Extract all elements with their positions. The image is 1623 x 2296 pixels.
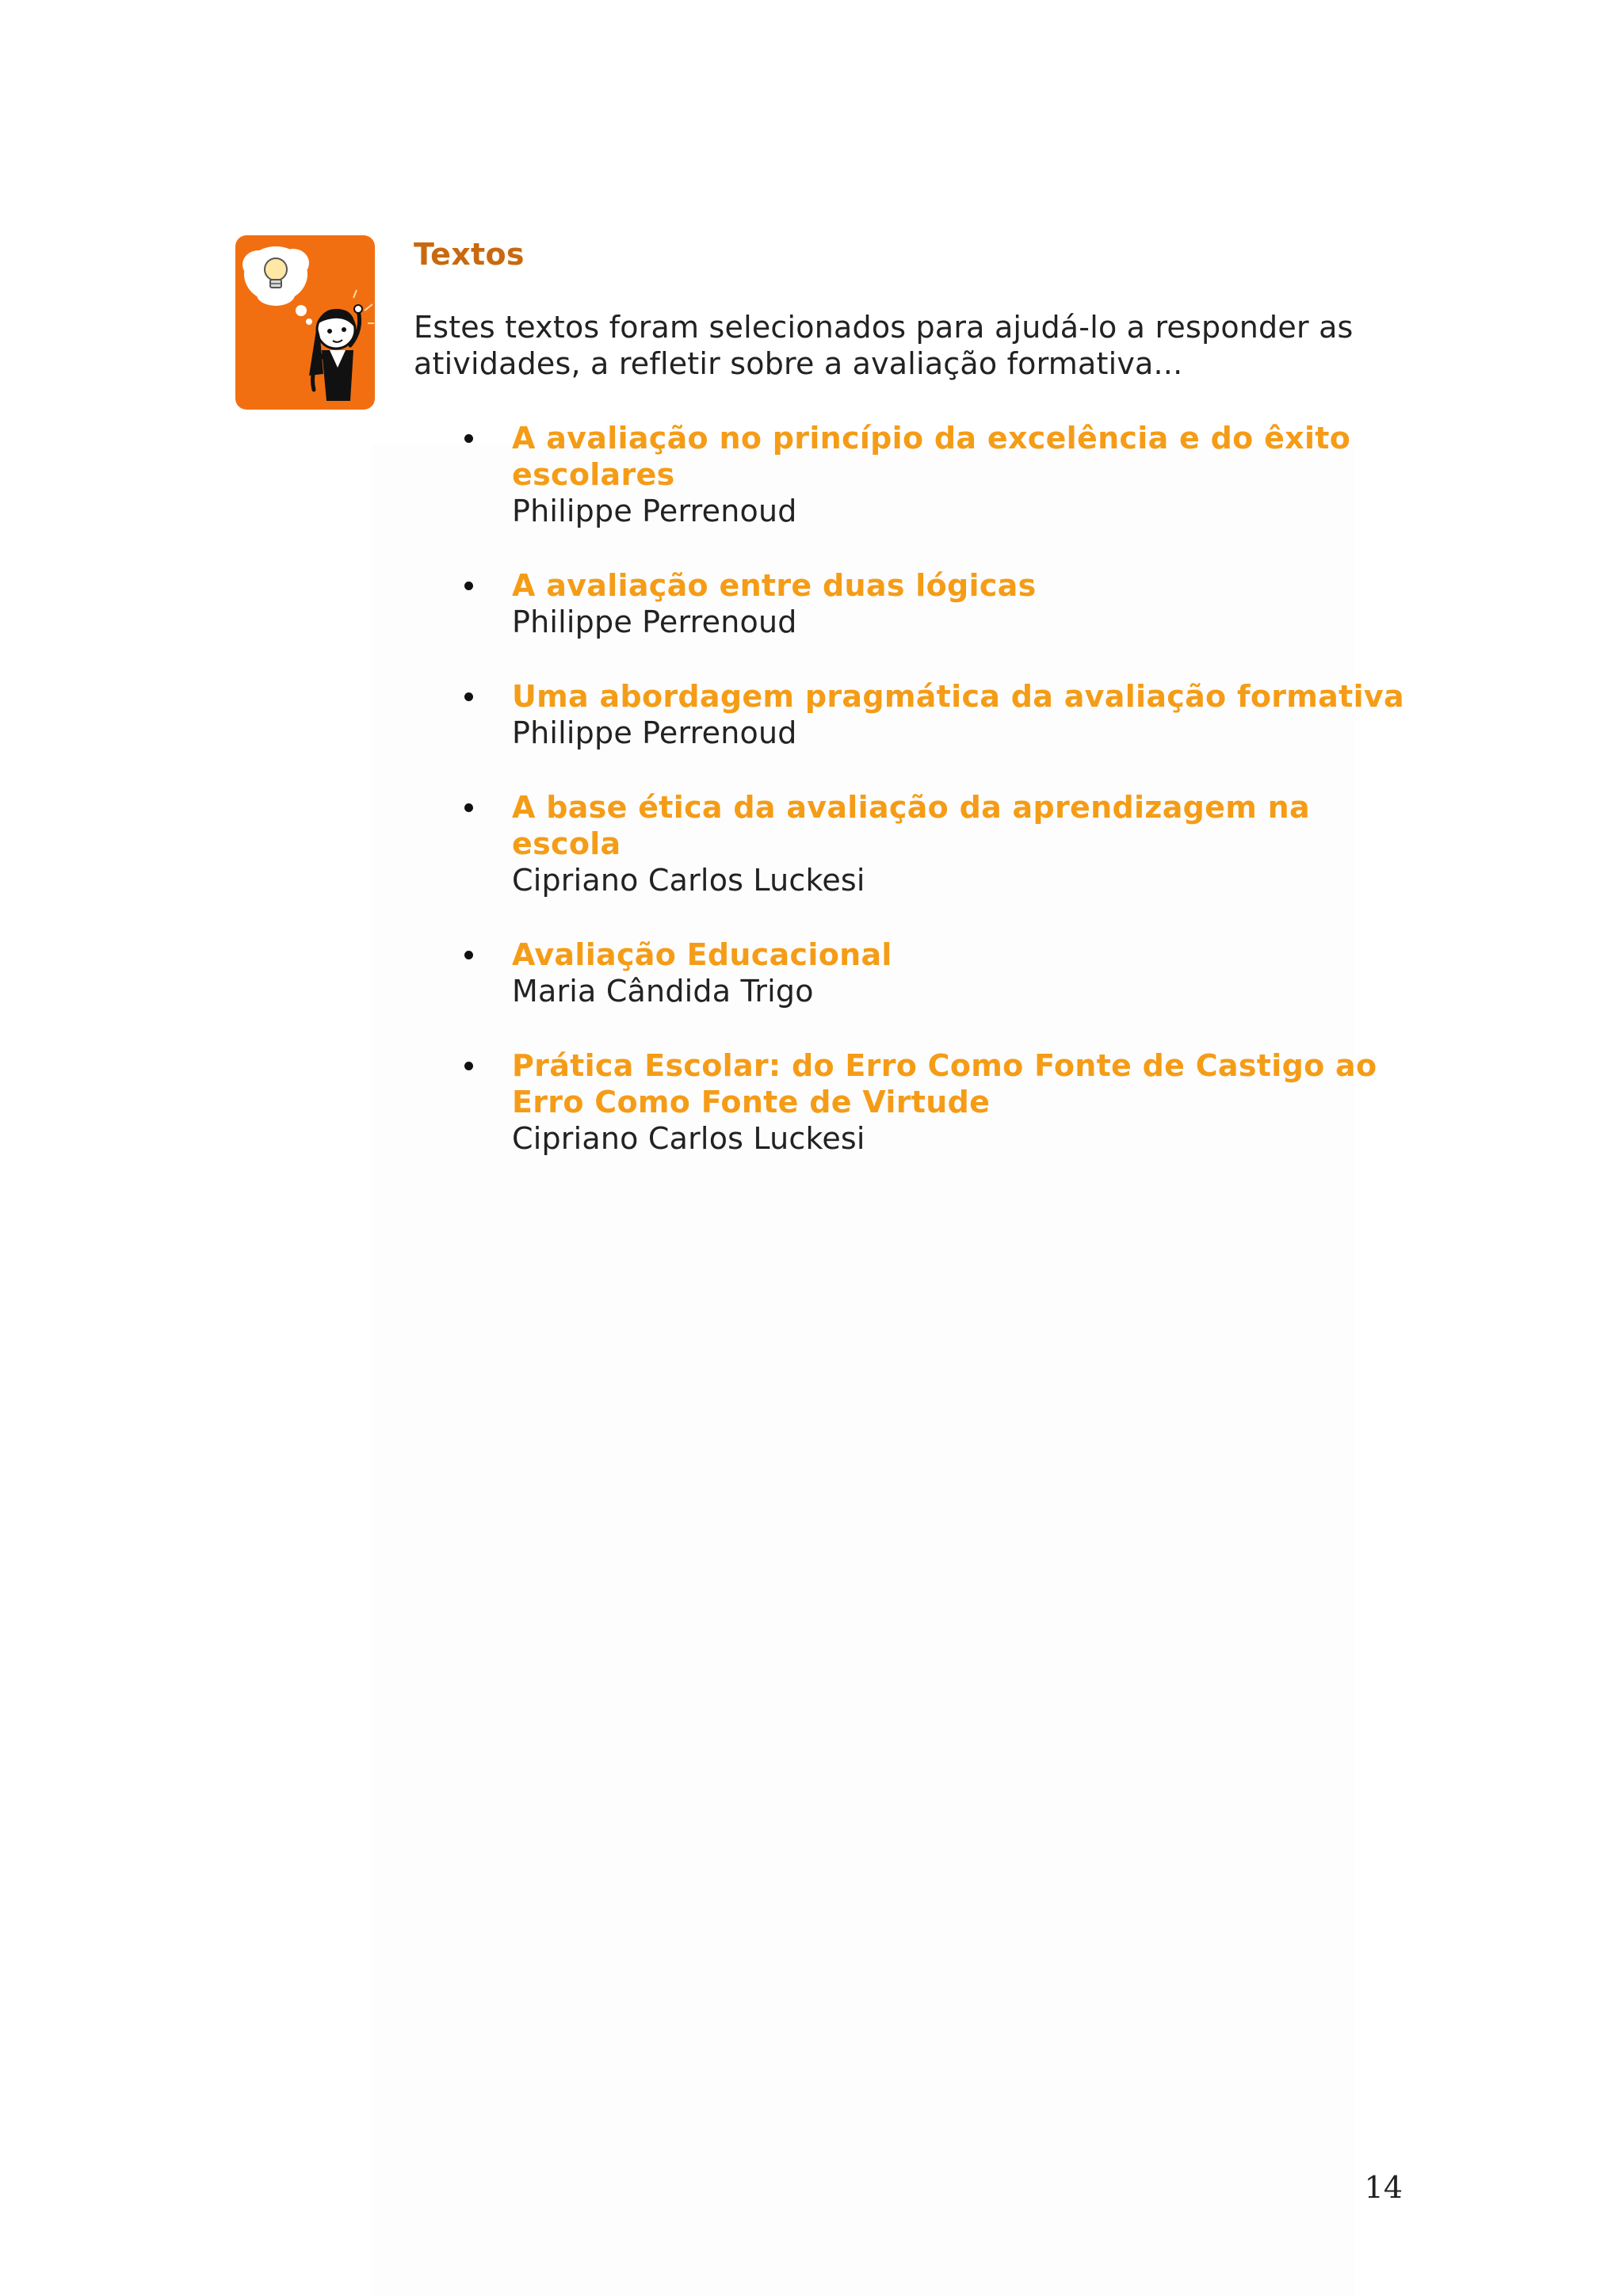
bullet-icon: [464, 951, 473, 959]
text-title-link[interactable]: A avaliação no princípio da excelência e do êxito escolares: [512, 421, 1351, 492]
text-author: Philippe Perrenoud: [512, 494, 797, 528]
text-title-link[interactable]: A base ética da avaliação da aprendizagem na escola: [512, 790, 1310, 861]
bullet-icon: [464, 434, 473, 443]
texts-section: [414, 236, 1444, 1195]
bullet-icon: [464, 582, 473, 590]
section-intro: Estes textos foram selecionados para ajudá-lo a responder as atividades, a refletir sobre a avaliação formativa...: [414, 310, 1354, 381]
section-title: Textos: [414, 237, 525, 272]
text-title-link[interactable]: Avaliação Educacional: [512, 937, 892, 972]
text-author: Philippe Perrenoud: [512, 605, 797, 639]
list-item: [414, 678, 1444, 751]
text-author: Cipriano Carlos Luckesi: [512, 1121, 865, 1156]
page-number: 14: [1364, 2170, 1403, 2205]
list-item: [414, 420, 1444, 529]
texts-list: [414, 420, 1444, 1157]
thinking-person-lightbulb-icon: [235, 235, 376, 410]
list-item: [414, 936, 1444, 1009]
list-item: [414, 1047, 1444, 1157]
text-author: Cipriano Carlos Luckesi: [512, 863, 865, 898]
list-item: [414, 789, 1444, 898]
text-author: Philippe Perrenoud: [512, 715, 797, 750]
list-item: [414, 567, 1444, 640]
text-title-link[interactable]: Prática Escolar: do Erro Como Fonte de Castigo ao Erro Como Fonte de Virtude: [512, 1048, 1377, 1119]
text-title-link[interactable]: A avaliação entre duas lógicas: [512, 568, 1037, 603]
text-author: Maria Cândida Trigo: [512, 974, 814, 1009]
bullet-icon: [464, 692, 473, 701]
bullet-icon: [464, 1062, 473, 1070]
text-title-link[interactable]: Uma abordagem pragmática da avaliação formativa: [512, 679, 1404, 714]
bullet-icon: [464, 803, 473, 812]
